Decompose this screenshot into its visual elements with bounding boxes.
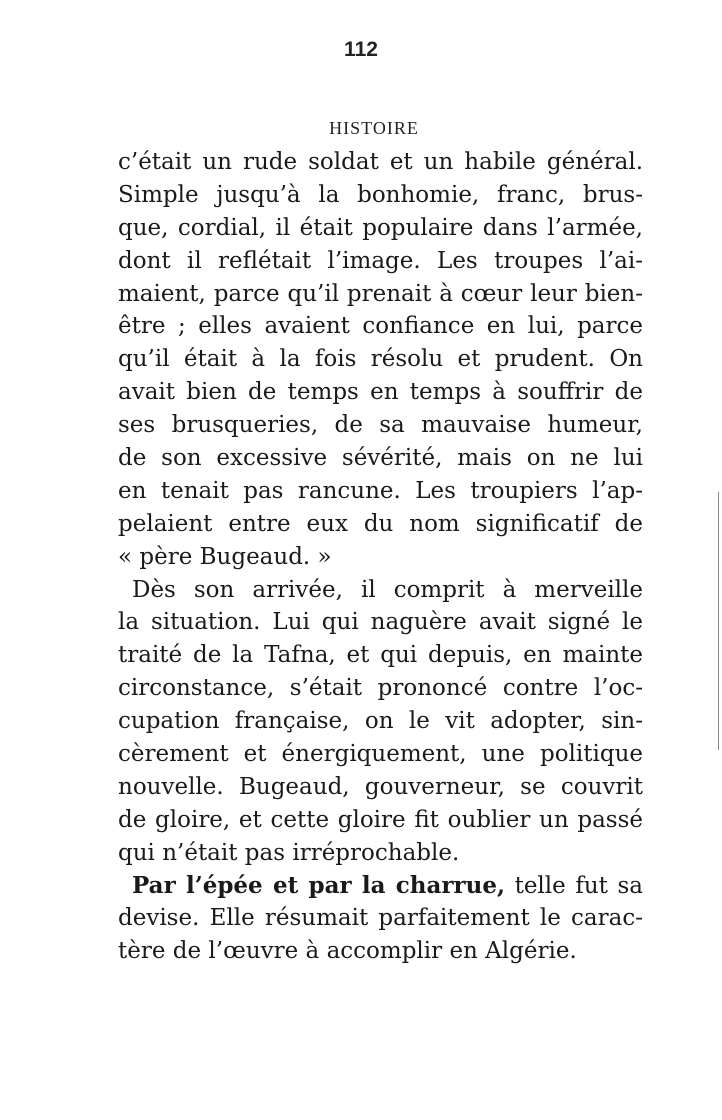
- text-line: la situation. Lui qui naguère avait signé le: [118, 609, 643, 636]
- paragraph-3: [118, 870, 643, 969]
- text-line: maient, parce qu’il prenait à cœur leur bien-: [118, 280, 643, 307]
- text-line: c’était un rude soldat et un habile général.: [118, 149, 643, 175]
- text-line: Dès son arrivée, il comprit à merveille: [132, 576, 643, 603]
- text-line: que, cordial, il était populaire dans l’armée,: [118, 214, 643, 241]
- motto-continuation: telle fut sa: [505, 872, 643, 899]
- text-line: nouvelle. Bugeaud, gouverneur, se couvrit: [118, 773, 643, 800]
- text-line: circonstance, s’était prononcé contre l’oc-: [118, 675, 643, 702]
- running-head: HISTOIRE: [329, 118, 419, 138]
- text-line: tère de l’œuvre à accomplir en Algérie.: [118, 938, 577, 965]
- text-line: Simple jusqu’à la bonhomie, franc, brus-: [118, 181, 643, 208]
- text-line: pelaient entre eux du nom significatif de: [118, 510, 643, 537]
- text-line: « père Bugeaud. »: [118, 543, 332, 570]
- page-number: 112: [344, 38, 378, 61]
- text-line: de gloire, et cette gloire fit oublier un passé: [118, 806, 643, 833]
- text-line: [118, 870, 643, 903]
- margin-rule: [718, 492, 719, 750]
- text-line: avait bien de temps en temps à souffrir de: [118, 379, 643, 406]
- paragraph-1: [118, 146, 643, 574]
- text-line: traité de la Tafna, et qui depuis, en mainte: [118, 642, 643, 669]
- text-line: qu’il était à la fois résolu et prudent. On: [118, 346, 643, 373]
- text-line: qui n’était pas irréprochable.: [118, 839, 460, 866]
- paragraph-2: [118, 574, 643, 870]
- text-line: de son excessive sévérité, mais on ne lui: [118, 445, 643, 472]
- text-line: cupation française, on le vit adopter, sin-: [118, 708, 643, 735]
- body-text: [118, 146, 643, 968]
- bold-motto: Par l’épée et par la charrue,: [132, 871, 505, 899]
- text-line: cèrement et énergiquement, une politique: [118, 741, 643, 768]
- text-line: être ; elles avaient confiance en lui, parce: [118, 313, 643, 340]
- text-line: ses brusqueries, de sa mauvaise humeur,: [118, 412, 643, 439]
- text-line: dont il reflétait l’image. Les troupes l’ai-: [118, 247, 643, 274]
- text-line: en tenait pas rancune. Les troupiers l’ap-: [118, 477, 643, 504]
- text-line: devise. Elle résumait parfaitement le carac-: [118, 905, 643, 932]
